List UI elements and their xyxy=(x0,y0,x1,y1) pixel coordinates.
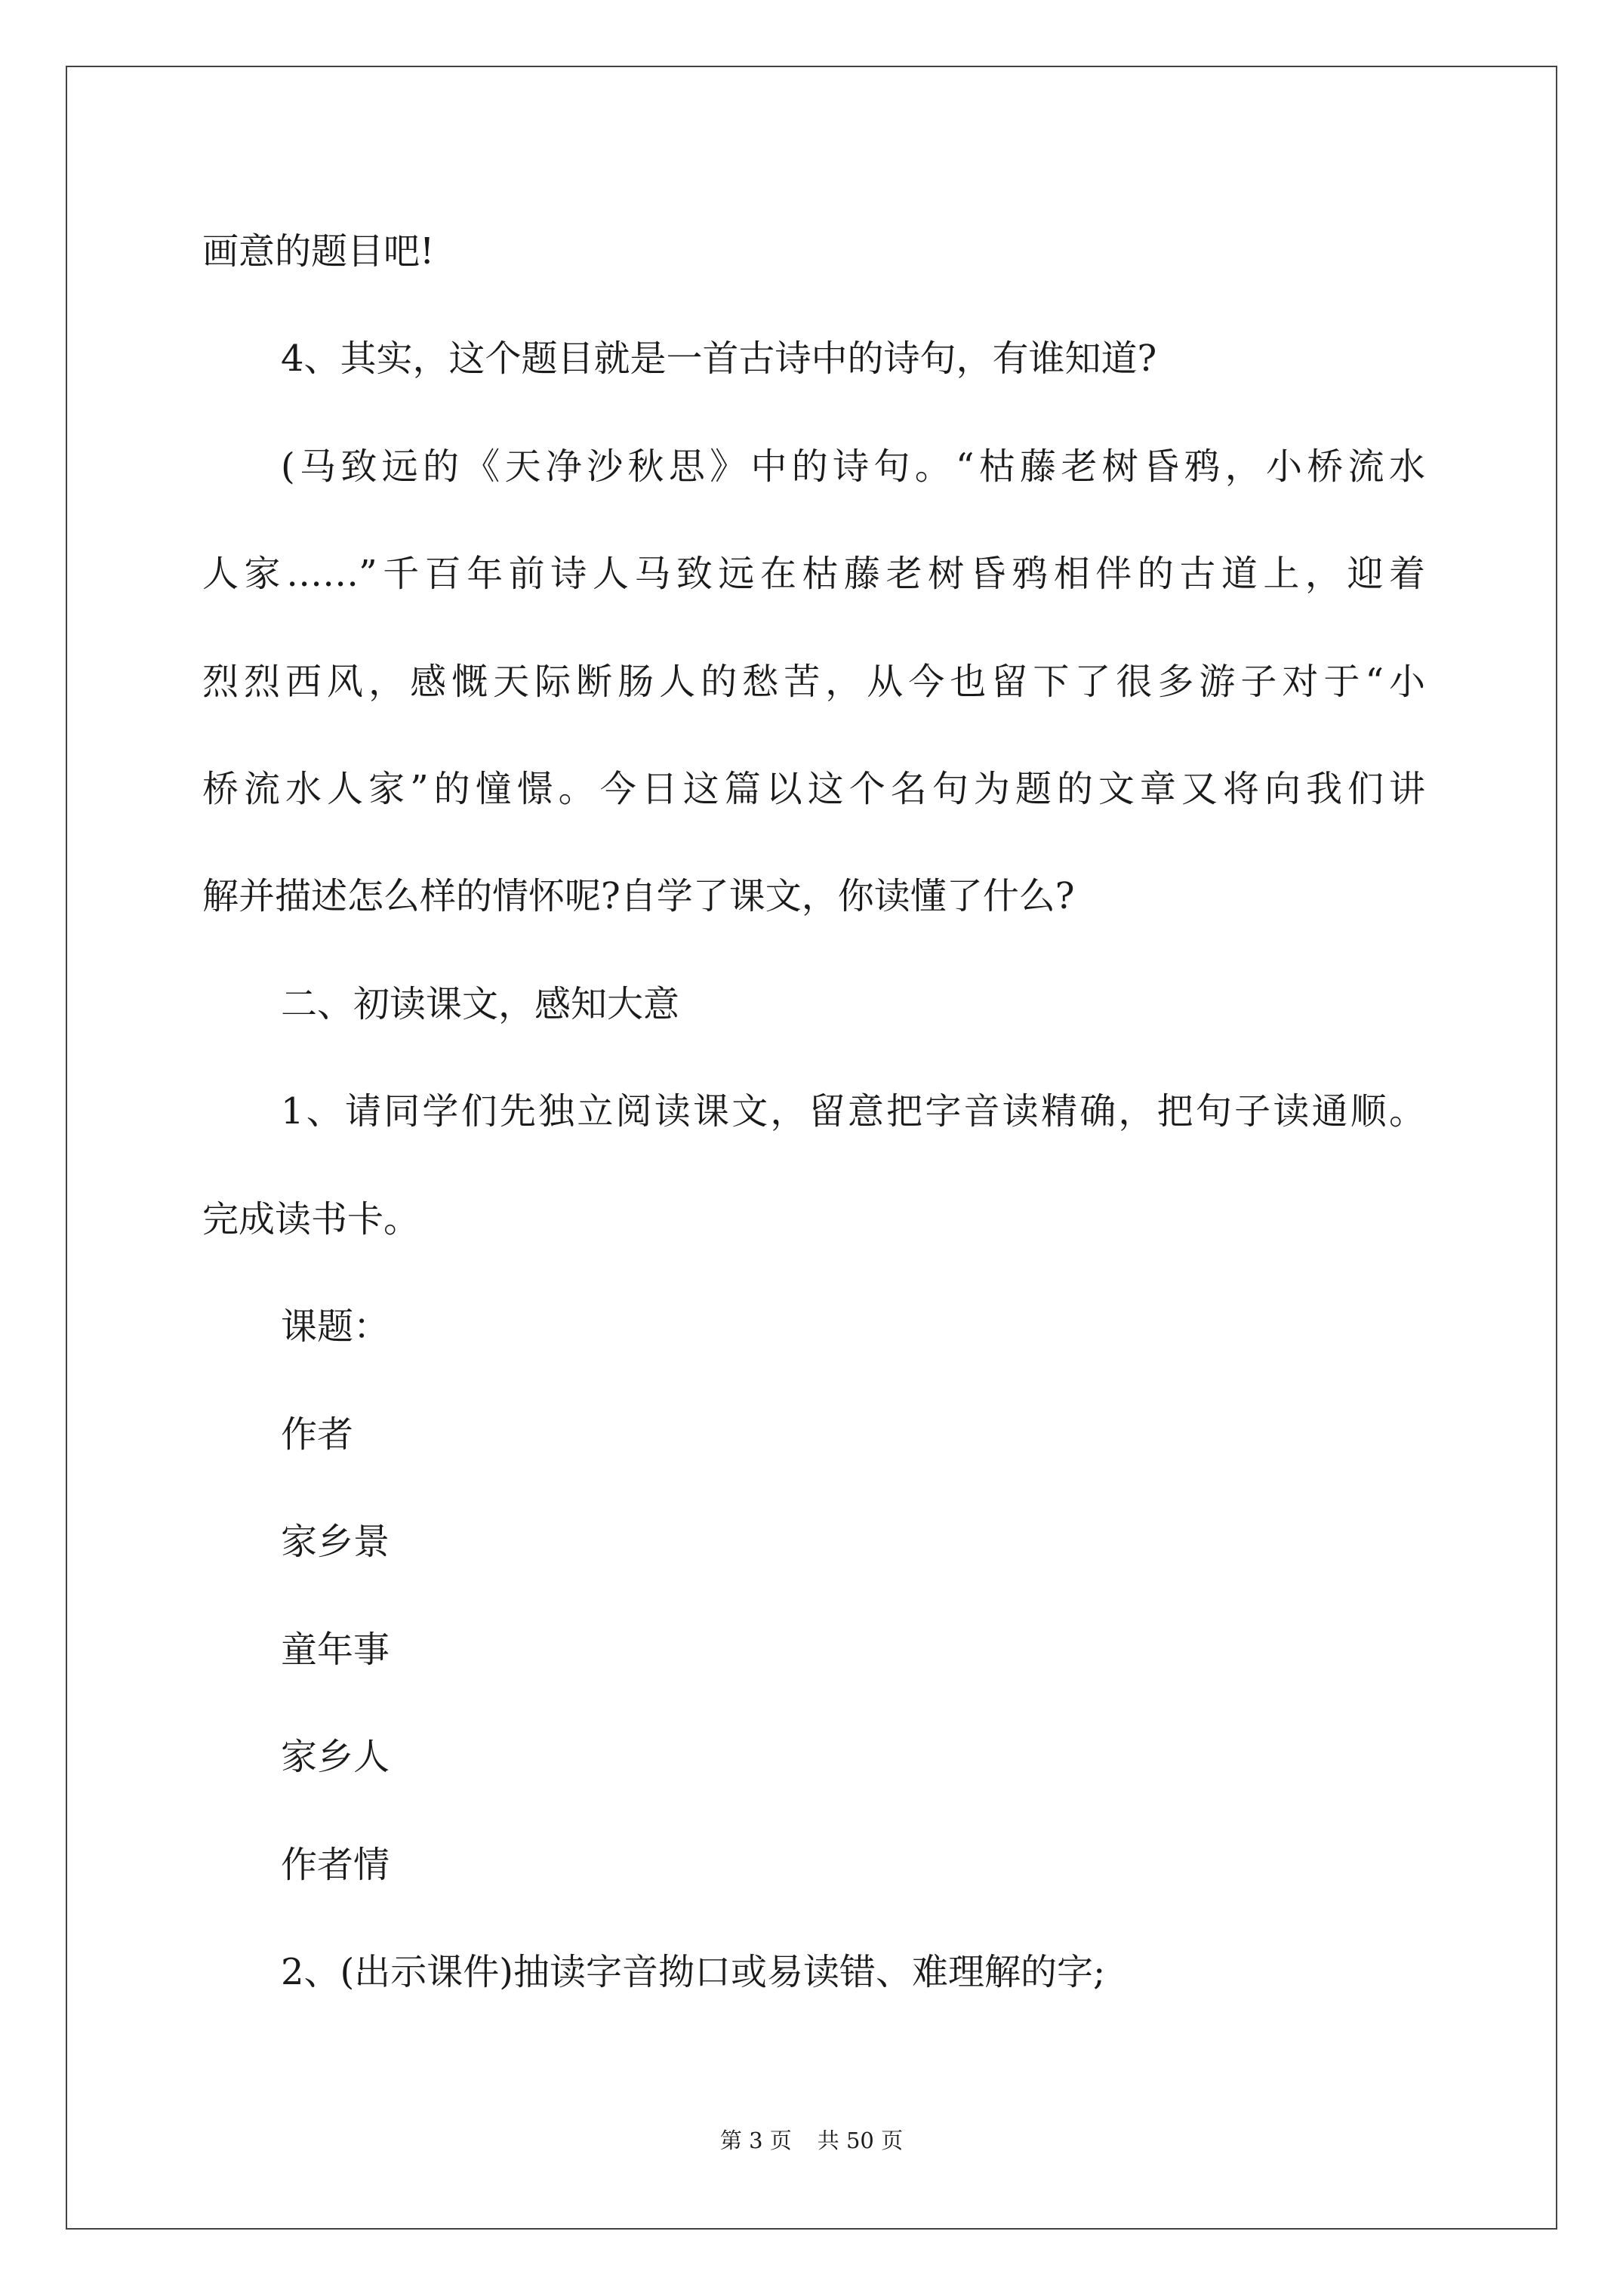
text-line: 画意的题目吧! xyxy=(202,230,435,273)
text-line: 2、(出示课件)抽读字音拗口或易读错、难理解的字; xyxy=(281,1951,1106,1993)
page-total: 共 50 页 xyxy=(817,2128,904,2153)
text-line: 人家……”千百年前诗人马致远在枯藤老树昏鸦相伴的古道上，迎着 xyxy=(202,553,1425,595)
page-border xyxy=(66,66,1557,2230)
form-field-label: 作者情 xyxy=(281,1844,390,1886)
text-line: 解并描述怎么样的情怀呢?自学了课文，你读懂了什么? xyxy=(202,875,1075,917)
text-line: 4、其实，这个题目就是一首古诗中的诗句，有谁知道? xyxy=(281,337,1157,380)
form-field-label: 作者 xyxy=(281,1413,354,1456)
text-line: 完成读书卡。 xyxy=(202,1198,420,1240)
text-line: 烈烈西风，感慨天际断肠人的愁苦，从今也留下了很多游子对于“小 xyxy=(202,661,1425,703)
form-field-label: 家乡景 xyxy=(281,1521,390,1563)
form-field-label: 童年事 xyxy=(281,1629,390,1671)
page-footer xyxy=(0,2127,1623,2154)
page-number: 第 3 页 xyxy=(719,2128,792,2153)
text-line: 1、请同学们先独立阅读课文，留意把字音读精确，把句子读通顺。 xyxy=(281,1090,1425,1133)
text-line: (马致远的《天净沙秋思》中的诗句。“枯藤老树昏鸦，小桥流水 xyxy=(281,445,1425,488)
form-field-label: 家乡人 xyxy=(281,1736,390,1778)
section-heading: 二、初读课文，感知大意 xyxy=(281,983,680,1025)
text-line: 桥流水人家”的憧憬。今日这篇以这个名句为题的文章又将向我们讲 xyxy=(202,768,1425,810)
form-field-label: 课题： xyxy=(281,1305,390,1348)
